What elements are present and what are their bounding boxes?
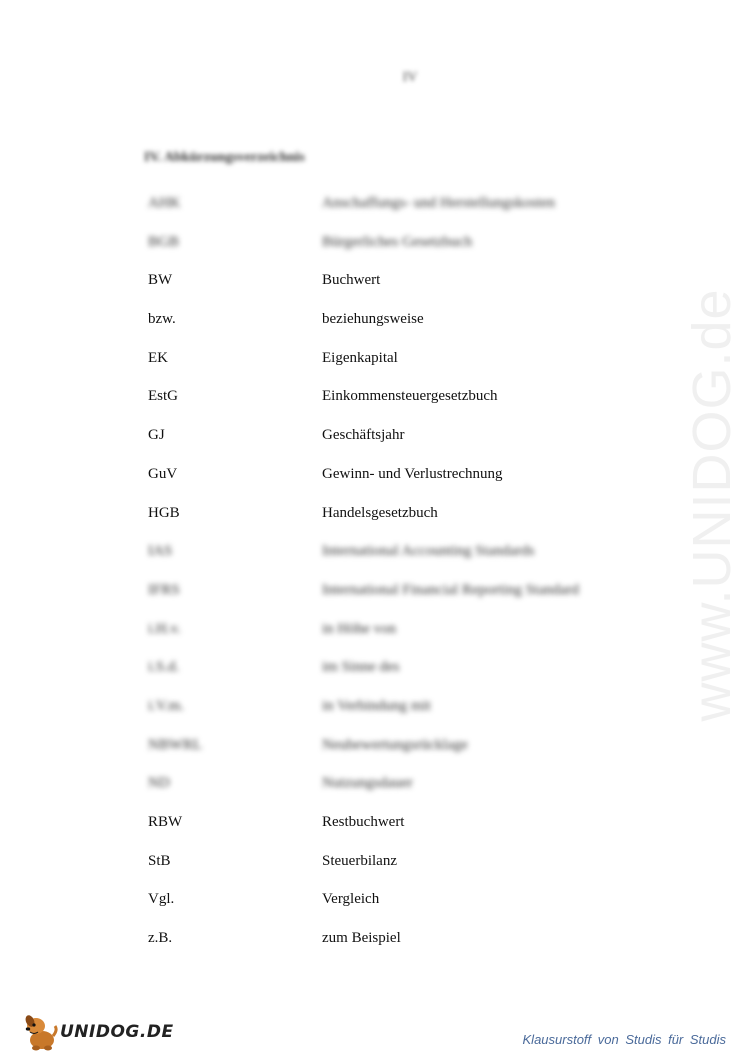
abbreviation-short: HGB	[148, 504, 180, 521]
abbreviation-long: Neubewertungsrücklage	[322, 736, 468, 753]
abbreviation-row	[148, 812, 618, 851]
abbreviation-long: Gewinn- und Verlustrechnung	[322, 465, 503, 482]
abbreviation-list	[148, 193, 618, 967]
dog-logo-icon	[22, 1012, 58, 1052]
abbreviation-row	[148, 503, 618, 542]
abbreviation-short: EK	[148, 349, 168, 366]
abbreviation-row	[148, 580, 618, 619]
abbreviation-short: IFRS	[148, 581, 180, 598]
abbreviation-long: Buchwert	[322, 272, 381, 289]
logo-text: UNIDOG.DE	[60, 1022, 174, 1042]
abbreviation-short: RBW	[148, 814, 183, 830]
abbreviation-short: GuV	[148, 465, 178, 482]
abbreviation-row	[148, 657, 618, 696]
watermark: www.UNIDOG.de	[682, 288, 742, 722]
abbreviation-short: GJ	[148, 427, 165, 444]
abbreviation-long: Handelsgesetzbuch	[322, 504, 438, 521]
footer-tagline: Klausurstoff von Studis für Studis	[522, 1032, 726, 1047]
abbreviation-long: zum Beispiel	[322, 930, 401, 947]
abbreviation-long: Restbuchwert	[322, 814, 405, 830]
abbreviation-long: International Financial Reporting Standard	[322, 581, 580, 598]
abbreviation-short: NBWRL	[148, 736, 203, 753]
abbreviation-long: Bürgerliches Gesetzbuch	[322, 233, 473, 250]
abbreviation-row	[148, 619, 618, 658]
abbreviation-row	[148, 696, 618, 735]
abbreviation-short: ND	[148, 775, 170, 792]
section-title: IV. Abkürzungsverzeichnis	[144, 150, 305, 165]
abbreviation-short: i.S.d.	[148, 659, 180, 676]
abbreviation-row	[148, 232, 618, 271]
abbreviation-long: im Sinne des	[322, 659, 400, 676]
abbreviation-short: i.H.v.	[148, 620, 181, 637]
abbreviation-short: Vgl.	[148, 891, 175, 908]
footer-logo[interactable]	[22, 1012, 174, 1052]
abbreviation-long: in Höhe von	[322, 620, 397, 637]
abbreviation-row	[148, 464, 618, 503]
abbreviation-row	[148, 773, 618, 812]
abbreviation-row	[148, 425, 618, 464]
page-number: IV	[402, 70, 418, 85]
abbreviation-row	[148, 541, 618, 580]
abbreviation-long: Anschaffungs- und Herstellungskosten	[322, 195, 556, 211]
abbreviation-row	[148, 193, 618, 232]
abbreviation-row	[148, 735, 618, 774]
abbreviation-long: Geschäftsjahr	[322, 427, 405, 444]
abbreviation-row	[148, 386, 618, 425]
abbreviation-short: IAS	[148, 543, 173, 560]
abbreviation-row	[148, 851, 618, 890]
abbreviation-row	[148, 270, 618, 309]
abbreviation-short: z.B.	[148, 930, 173, 947]
abbreviation-long: Vergleich	[322, 891, 380, 908]
abbreviation-row	[148, 348, 618, 387]
abbreviation-long: in Verbindung mit	[322, 697, 431, 714]
abbreviation-short: BGB	[148, 233, 179, 250]
abbreviation-short: EstG	[148, 388, 178, 405]
abbreviation-long: Eigenkapital	[322, 349, 398, 366]
abbreviation-long: Steuerbilanz	[322, 852, 397, 869]
abbreviation-long: International Accounting Standards	[322, 543, 535, 560]
abbreviation-row	[148, 309, 618, 348]
abbreviation-short: i.V.m.	[148, 697, 184, 714]
abbreviation-long: Einkommensteuergesetzbuch	[322, 388, 498, 405]
abbreviation-long: Nutzungsdauer	[322, 775, 413, 792]
abbreviation-short: AHK	[148, 195, 181, 211]
abbreviation-short: BW	[148, 272, 173, 289]
abbreviation-long: beziehungsweise	[322, 311, 424, 328]
abbreviation-short: bzw.	[148, 311, 176, 328]
abbreviation-row	[148, 889, 618, 928]
abbreviation-row	[148, 928, 618, 967]
abbreviation-short: StB	[148, 852, 171, 869]
